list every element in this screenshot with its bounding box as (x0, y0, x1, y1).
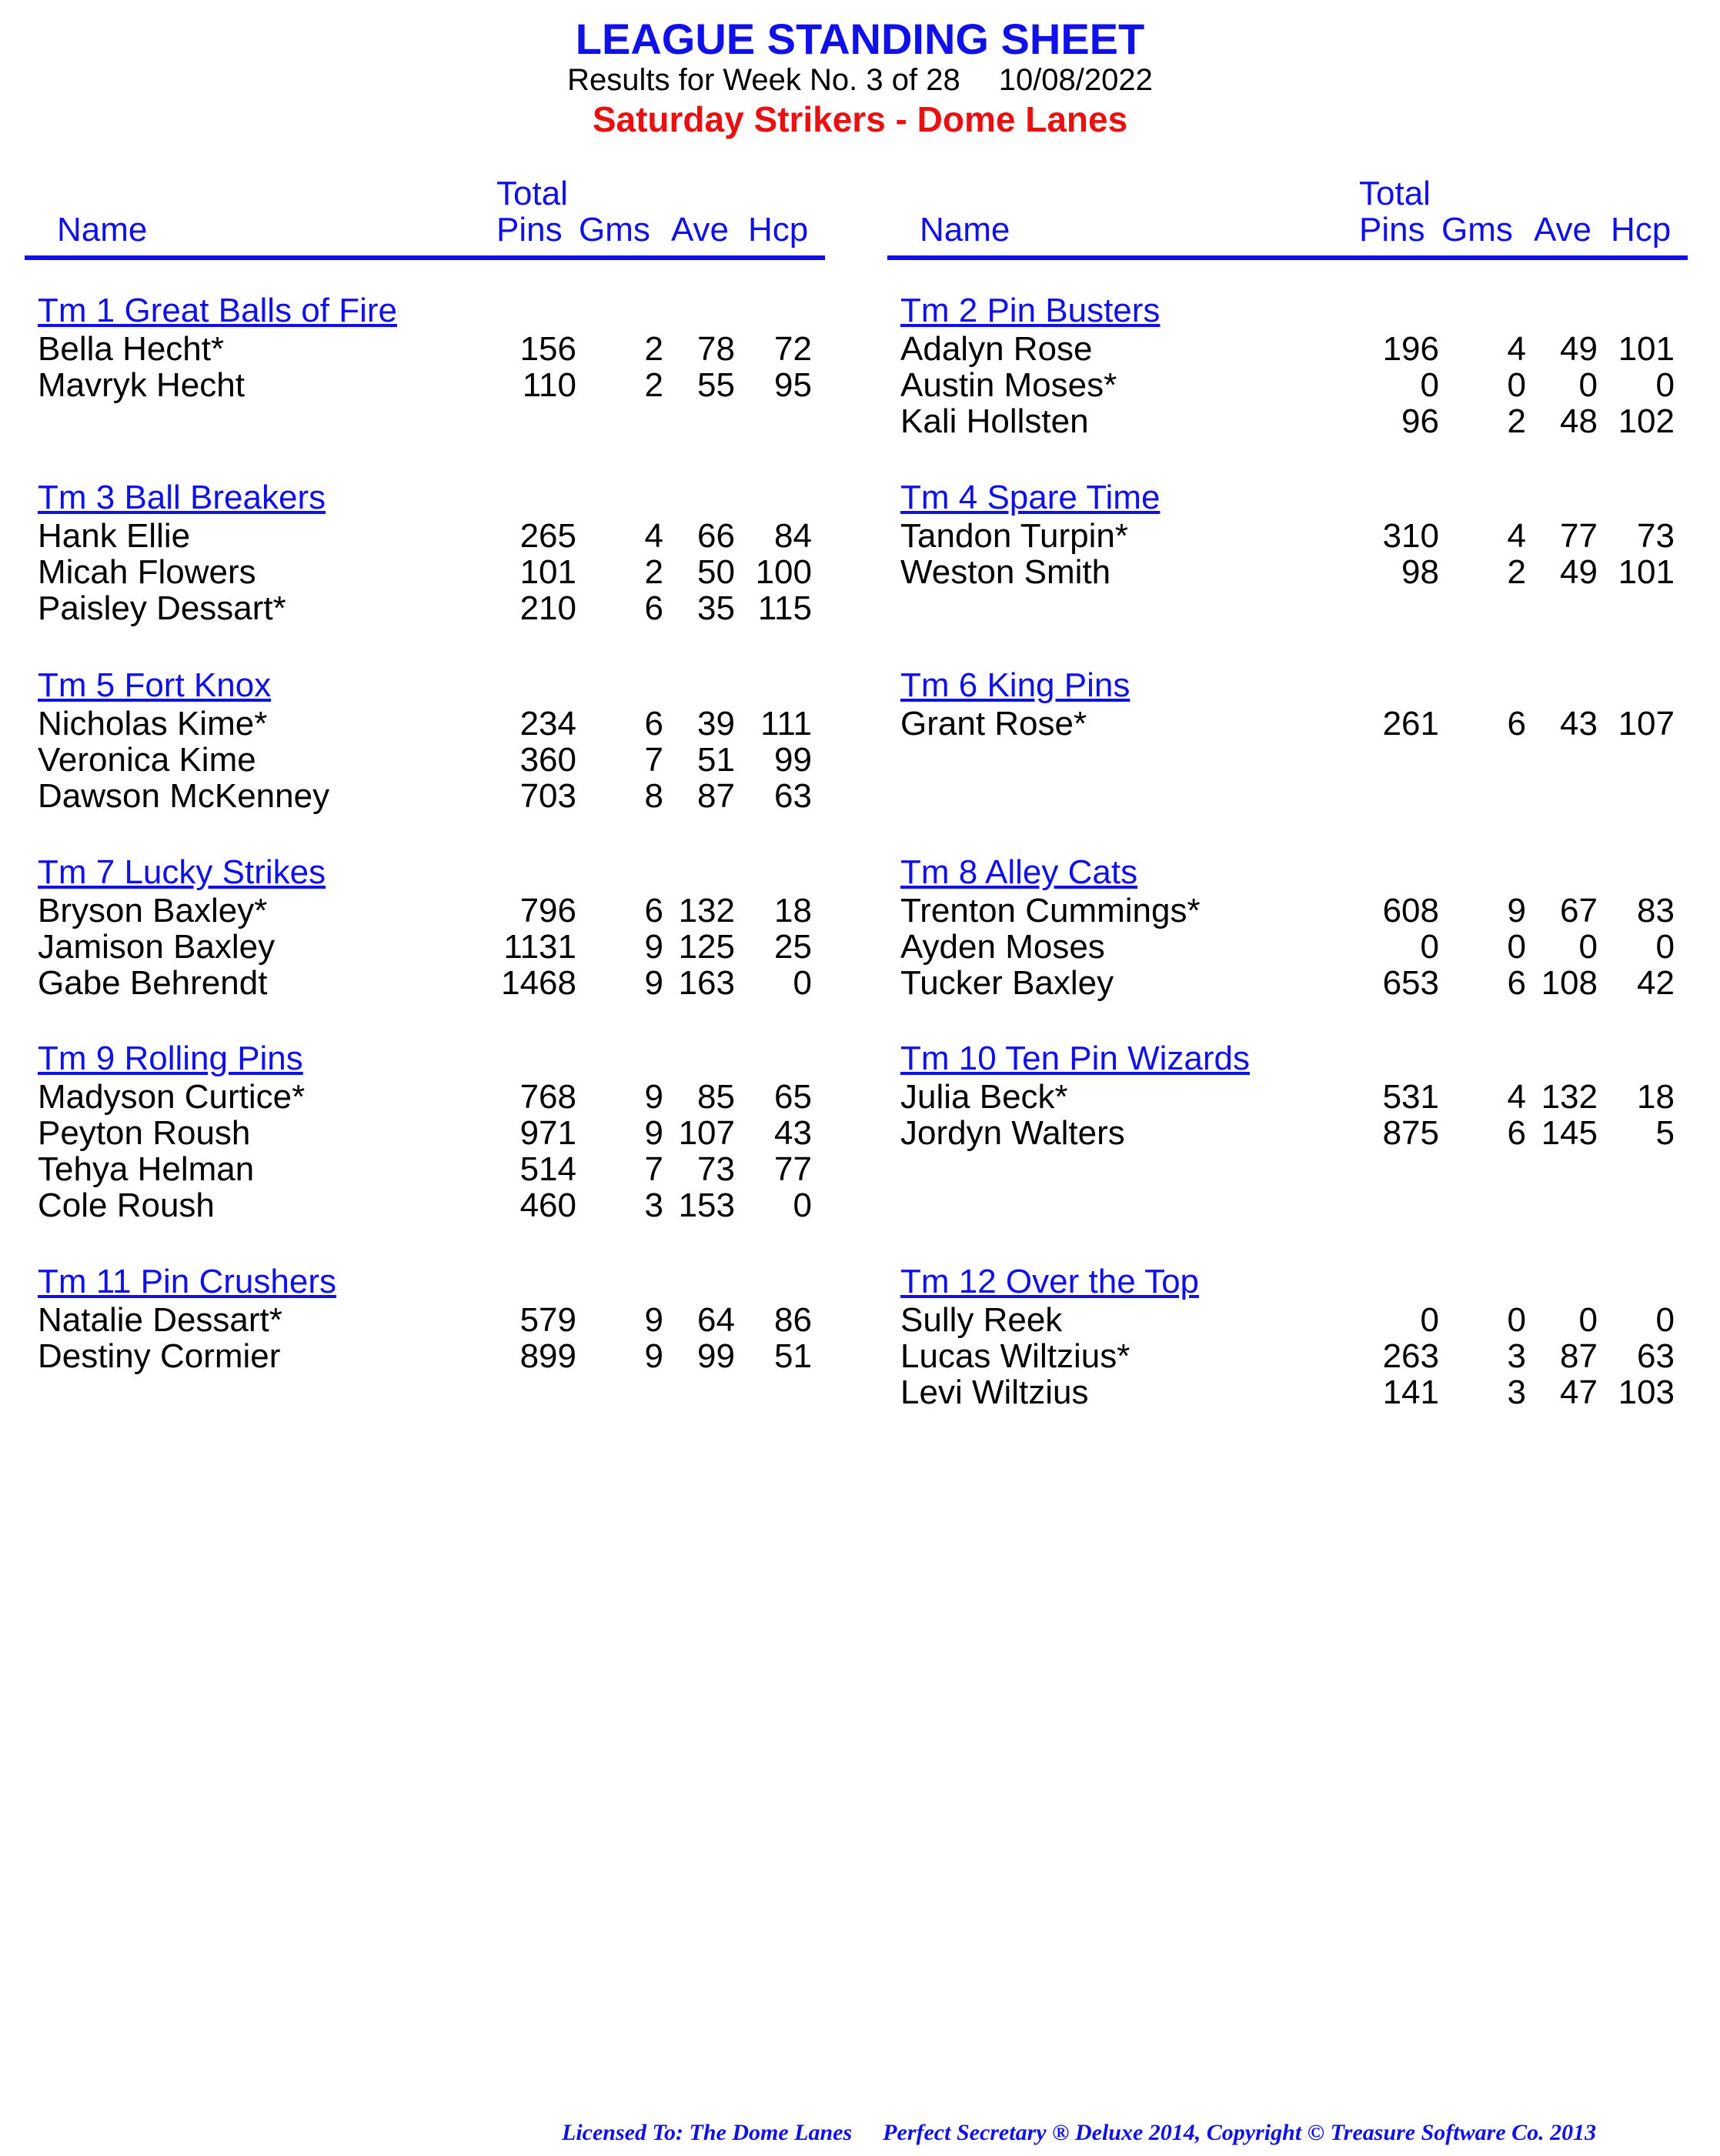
player-handicap: 84 (774, 517, 812, 555)
player-pins: 0 (1420, 1301, 1439, 1339)
player-pins: 101 (519, 553, 576, 591)
player-average: 145 (1541, 1114, 1598, 1152)
player-games: 4 (1507, 330, 1526, 368)
league-name: Saturday Strikers - Dome Lanes (592, 99, 1128, 139)
player-average: 78 (697, 330, 735, 368)
player-pins: 110 (522, 366, 576, 404)
player-name: Bella Hecht* (38, 330, 225, 368)
player-row (25, 742, 825, 778)
sheet-date: 10/08/2022 (998, 63, 1153, 97)
player-games: 7 (644, 1150, 663, 1188)
player-games: 6 (644, 589, 663, 627)
team-name-link[interactable]: Tm 12 Over the Top (900, 1263, 1200, 1300)
team-block (887, 666, 1688, 742)
player-games: 9 (644, 1301, 663, 1339)
player-row (887, 1302, 1688, 1338)
player-handicap: 0 (793, 964, 812, 1002)
player-handicap: 51 (774, 1337, 812, 1375)
player-average: 108 (1541, 964, 1598, 1002)
player-handicap: 25 (774, 928, 812, 966)
team-name-link[interactable]: Tm 4 Spare Time (900, 479, 1161, 516)
team-block (25, 1039, 825, 1223)
sheet-subtitle (0, 62, 1720, 98)
player-games: 8 (644, 777, 663, 815)
player-name: Natalie Dessart* (38, 1301, 282, 1339)
player-name: Jamison Baxley (38, 928, 276, 966)
player-handicap: 95 (774, 366, 812, 404)
team-block (887, 478, 1688, 590)
player-average: 87 (1560, 1337, 1598, 1375)
player-name: Trenton Cummings* (900, 892, 1201, 929)
sheet-title: LEAGUE STANDING SHEET (575, 15, 1145, 63)
player-average: 0 (1578, 928, 1598, 966)
player-pins: 0 (1420, 928, 1439, 966)
col-pins-label: Pins (1359, 211, 1425, 249)
player-pins: 1468 (501, 964, 576, 1002)
week-results: Results for Week No. 3 of 28 (567, 63, 960, 97)
sheet-header (0, 17, 1720, 140)
player-average: 47 (1560, 1373, 1598, 1411)
team-block (887, 1262, 1688, 1410)
col-ave-label: Ave (1534, 211, 1592, 249)
player-average: 132 (678, 892, 735, 929)
player-name: Veronica Kime (38, 741, 256, 779)
player-row (25, 1115, 825, 1151)
player-average: 66 (697, 517, 735, 555)
col-total-label: Total (1359, 175, 1431, 212)
player-handicap: 111 (760, 705, 812, 743)
player-average: 55 (697, 366, 735, 404)
player-row (25, 1079, 825, 1115)
player-name: Weston Smith (900, 553, 1111, 591)
player-row (25, 893, 825, 929)
player-pins: 234 (519, 705, 576, 743)
player-row (887, 331, 1688, 367)
player-pins: 608 (1382, 892, 1439, 929)
team-name-link[interactable]: Tm 6 King Pins (900, 666, 1131, 704)
player-pins: 96 (1401, 402, 1439, 440)
player-name: Peyton Roush (38, 1114, 251, 1152)
team-block (25, 291, 825, 403)
player-games: 9 (644, 1114, 663, 1152)
player-pins: 196 (1382, 330, 1439, 368)
player-average: 51 (697, 741, 735, 779)
player-handicap: 65 (774, 1078, 812, 1116)
player-row (887, 1115, 1688, 1151)
player-games: 6 (1507, 964, 1526, 1002)
player-pins: 310 (1382, 517, 1439, 555)
player-average: 99 (697, 1337, 735, 1375)
player-row (25, 1187, 825, 1223)
player-handicap: 0 (1655, 1301, 1675, 1339)
player-average: 50 (697, 553, 735, 591)
player-name: Austin Moses* (900, 366, 1117, 404)
team-name-link[interactable]: Tm 8 Alley Cats (900, 853, 1138, 891)
player-handicap: 18 (1637, 1078, 1675, 1116)
player-name: Dawson McKenney (38, 777, 330, 815)
team-name-link[interactable]: Tm 10 Ten Pin Wizards (900, 1040, 1251, 1077)
player-games: 9 (644, 928, 663, 966)
player-row (25, 554, 825, 590)
player-average: 107 (678, 1114, 735, 1152)
player-row (25, 331, 825, 367)
player-handicap: 101 (1618, 330, 1675, 368)
player-name: Madyson Curtice* (38, 1078, 306, 1116)
standings-column-right (887, 175, 1688, 1411)
player-handicap: 102 (1618, 402, 1675, 440)
player-pins: 768 (519, 1078, 576, 1116)
player-handicap: 115 (757, 589, 812, 627)
player-average: 39 (697, 705, 735, 743)
player-row (887, 1338, 1688, 1374)
standings-column-left (25, 175, 825, 1375)
player-row (887, 1079, 1688, 1115)
player-row (25, 1338, 825, 1374)
player-row (25, 965, 825, 1001)
player-games: 2 (644, 366, 663, 404)
col-hcp-label: Hcp (748, 211, 809, 249)
player-average: 77 (1560, 517, 1598, 555)
player-name: Destiny Cormier (38, 1337, 281, 1375)
player-games: 3 (1507, 1373, 1526, 1411)
player-name: Gabe Behrendt (38, 964, 268, 1002)
team-block (25, 666, 825, 814)
player-name: Hank Ellie (38, 517, 191, 555)
player-average: 64 (697, 1301, 735, 1339)
player-games: 9 (644, 964, 663, 1002)
player-games: 0 (1507, 1301, 1526, 1339)
player-pins: 971 (519, 1114, 576, 1152)
team-name-link[interactable]: Tm 7 Lucky Strikes (38, 853, 326, 891)
copyright-notice: Perfect Secretary ® Deluxe 2014, Copyright © Treasure Software Co. 2013 (883, 2120, 1597, 2145)
player-pins: 261 (1382, 705, 1439, 743)
player-name: Adalyn Rose (900, 330, 1093, 368)
player-games: 6 (1507, 1114, 1526, 1152)
player-pins: 263 (1382, 1337, 1439, 1375)
player-pins: 1131 (503, 928, 576, 966)
player-handicap: 103 (1618, 1373, 1675, 1411)
player-average: 67 (1560, 892, 1598, 929)
player-row (887, 367, 1688, 403)
player-row (25, 367, 825, 403)
player-handicap: 5 (1655, 1114, 1675, 1152)
player-average: 43 (1560, 705, 1598, 743)
player-name: Levi Wiltzius (900, 1373, 1089, 1411)
player-row (25, 518, 825, 554)
player-pins: 210 (519, 589, 576, 627)
player-row (887, 929, 1688, 965)
col-pins-label: Pins (496, 211, 563, 249)
player-games: 2 (644, 330, 663, 368)
player-handicap: 0 (793, 1186, 812, 1224)
player-average: 73 (697, 1150, 735, 1188)
player-row (887, 403, 1688, 439)
player-average: 49 (1560, 330, 1598, 368)
team-name-link[interactable]: Tm 1 Great Balls of Fire (38, 292, 398, 329)
licensed-to: Licensed To: The Dome Lanes (562, 2120, 853, 2145)
col-name-label: Name (920, 211, 1010, 249)
team-block (887, 1039, 1688, 1151)
player-games: 3 (644, 1186, 663, 1224)
player-games: 6 (1507, 705, 1526, 743)
player-average: 87 (697, 777, 735, 815)
player-pins: 265 (519, 517, 576, 555)
player-pins: 98 (1401, 553, 1439, 591)
player-handicap: 73 (1637, 517, 1675, 555)
player-average: 48 (1560, 402, 1598, 440)
player-handicap: 107 (1618, 705, 1675, 743)
player-games: 2 (644, 553, 663, 591)
player-games: 9 (644, 1078, 663, 1116)
player-handicap: 77 (774, 1150, 812, 1188)
player-row (25, 1302, 825, 1338)
player-handicap: 101 (1618, 553, 1675, 591)
player-name: Micah Flowers (38, 553, 256, 591)
player-average: 132 (1541, 1078, 1598, 1116)
player-handicap: 100 (755, 553, 812, 591)
player-handicap: 18 (774, 892, 812, 929)
player-pins: 460 (519, 1186, 576, 1224)
player-games: 9 (644, 1337, 663, 1375)
player-pins: 899 (519, 1337, 576, 1375)
player-games: 2 (1507, 402, 1526, 440)
player-handicap: 43 (774, 1114, 812, 1152)
player-name: Jordyn Walters (900, 1114, 1125, 1152)
player-name: Paisley Dessart* (38, 589, 286, 627)
team-block (887, 853, 1688, 1001)
player-handicap: 0 (1655, 366, 1675, 404)
player-pins: 796 (519, 892, 576, 929)
team-name-link[interactable]: Tm 5 Fort Knox (38, 666, 272, 704)
player-handicap: 86 (774, 1301, 812, 1339)
player-handicap: 42 (1637, 964, 1675, 1002)
player-name: Mavryk Hecht (38, 366, 245, 404)
player-handicap: 99 (774, 741, 812, 779)
player-name: Bryson Baxley* (38, 892, 268, 929)
player-pins: 531 (1382, 1078, 1439, 1116)
player-name: Tucker Baxley (900, 964, 1114, 1002)
player-games: 4 (644, 517, 663, 555)
player-average: 35 (697, 589, 735, 627)
player-row (887, 706, 1688, 742)
col-gms-label: Gms (579, 211, 650, 249)
player-name: Nicholas Kime* (38, 705, 268, 743)
col-hcp-label: Hcp (1611, 211, 1672, 249)
player-games: 6 (644, 705, 663, 743)
player-name: Julia Beck* (900, 1078, 1068, 1116)
player-name: Ayden Moses (900, 928, 1105, 966)
player-pins: 156 (519, 330, 576, 368)
player-games: 6 (644, 892, 663, 929)
player-name: Tandon Turpin* (900, 517, 1128, 555)
player-row (25, 706, 825, 742)
player-name: Lucas Wiltzius* (900, 1337, 1131, 1375)
player-pins: 0 (1420, 366, 1439, 404)
player-pins: 875 (1382, 1114, 1439, 1152)
player-name: Tehya Helman (38, 1150, 255, 1188)
player-average: 49 (1560, 553, 1598, 591)
player-games: 9 (1507, 892, 1526, 929)
team-block (25, 478, 825, 626)
player-average: 125 (678, 928, 735, 966)
player-games: 4 (1507, 517, 1526, 555)
player-row (887, 893, 1688, 929)
player-games: 0 (1507, 366, 1526, 404)
player-name: Kali Hollsten (900, 402, 1089, 440)
player-games: 3 (1507, 1337, 1526, 1375)
col-name-label: Name (57, 211, 148, 249)
license-footer (562, 2119, 1678, 2147)
player-handicap: 63 (774, 777, 812, 815)
player-name: Sully Reek (900, 1301, 1063, 1339)
player-games: 2 (1507, 553, 1526, 591)
player-handicap: 83 (1637, 892, 1675, 929)
player-average: 153 (678, 1186, 735, 1224)
player-average: 0 (1578, 366, 1598, 404)
player-name: Grant Rose* (900, 705, 1087, 743)
player-average: 0 (1578, 1301, 1598, 1339)
player-average: 85 (697, 1078, 735, 1116)
player-pins: 141 (1382, 1373, 1439, 1411)
col-gms-label: Gms (1441, 211, 1513, 249)
player-row (887, 518, 1688, 554)
player-games: 0 (1507, 928, 1526, 966)
column-header-right (887, 175, 1688, 260)
player-row (25, 929, 825, 965)
team-block (25, 1262, 825, 1374)
player-row (25, 1151, 825, 1187)
player-pins: 360 (519, 741, 576, 779)
player-handicap: 72 (774, 330, 812, 368)
player-row (25, 778, 825, 814)
player-games: 7 (644, 741, 663, 779)
player-row (25, 590, 825, 626)
player-pins: 653 (1382, 964, 1439, 1002)
player-handicap: 63 (1637, 1337, 1675, 1375)
team-name-link[interactable]: Tm 9 Rolling Pins (38, 1040, 303, 1077)
col-ave-label: Ave (671, 211, 730, 249)
player-games: 4 (1507, 1078, 1526, 1116)
player-row (887, 1374, 1688, 1410)
player-average: 163 (678, 964, 735, 1002)
column-header-left (25, 175, 825, 260)
team-name-link[interactable]: Tm 2 Pin Busters (900, 292, 1161, 329)
col-total-label: Total (496, 175, 568, 212)
player-row (887, 965, 1688, 1001)
player-pins: 514 (519, 1150, 576, 1188)
player-row (887, 554, 1688, 590)
player-handicap: 0 (1655, 928, 1675, 966)
player-name: Cole Roush (38, 1186, 215, 1224)
player-pins: 579 (519, 1301, 576, 1339)
team-block (887, 291, 1688, 439)
team-name-link[interactable]: Tm 11 Pin Crushers (38, 1263, 336, 1300)
team-name-link[interactable]: Tm 3 Ball Breakers (38, 479, 326, 516)
team-block (25, 853, 825, 1001)
player-pins: 703 (519, 777, 576, 815)
